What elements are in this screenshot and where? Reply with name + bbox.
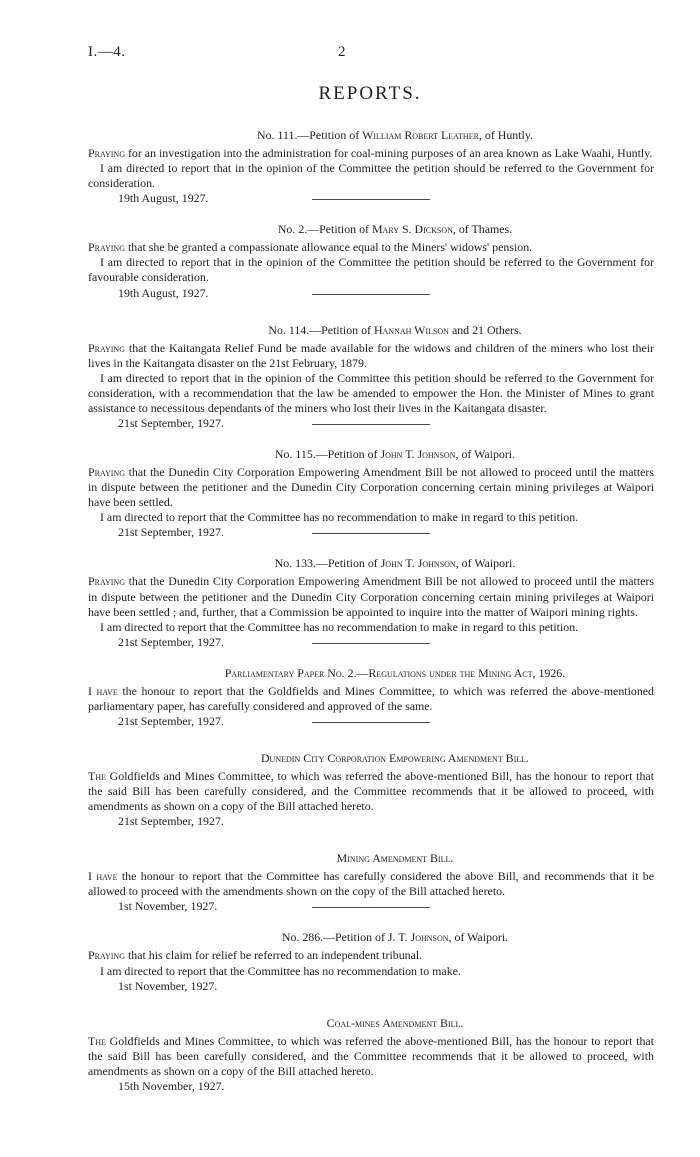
report-paragraph: [88, 1034, 654, 1079]
petitioner-name: J. T. Johnson: [387, 930, 449, 945]
prayer-text: that the Kaitangata Relief Fund be made available for the widows and children of the miners who lost their lives in the Kaitangata disaster on the 21st February, 1879.: [88, 340, 654, 370]
bill-title: Mining Amendment Bill.: [336, 851, 454, 866]
separator-rule: [312, 907, 430, 908]
report-entry: [88, 851, 654, 914]
bill-title: Coal-mines Amendment Bill.: [326, 1015, 464, 1030]
committee-report: I am directed to report that the Committee has no recommendation to make in regard to this petition.: [100, 510, 579, 525]
report-entry: [88, 447, 654, 540]
prayer-text: that his claim for relief be referred to an independent tribunal.: [125, 948, 423, 963]
heading-prefix: No. 114.—Petition of: [268, 322, 374, 337]
prayer-paragraph: [88, 146, 654, 161]
report-date: 1st November, 1927.: [118, 899, 218, 914]
report-date-line: [88, 191, 654, 206]
lead-word: Praying: [88, 240, 125, 255]
lead-word: Praying: [88, 948, 125, 963]
report-date-line: [88, 714, 654, 729]
page-number: 2: [338, 44, 346, 60]
entry-heading: [88, 222, 654, 237]
lead-word: I have: [88, 869, 118, 884]
prayer-text: that the Dunedin City Corporation Empowering Amendment Bill be not allowed to proceed until the matters in dispute between the petitioner and the Dunedin City Corporation concerning certain mining privileges at Waipori have been settled.: [88, 465, 654, 510]
prayer-paragraph: [88, 240, 654, 255]
prayer-paragraph: [88, 341, 654, 371]
heading-suffix: , of Waipori.: [448, 930, 509, 945]
separator-rule: [312, 424, 430, 425]
report-date-line: [88, 286, 654, 301]
report-paragraph: [88, 769, 654, 814]
document-reference: I.—4.: [88, 44, 126, 60]
committee-report: I am directed to report that the Committee has no recommendation to make in regard to this petition.: [100, 619, 579, 634]
separator-rule: [312, 533, 430, 534]
lead-word: Praying: [88, 465, 125, 480]
heading-suffix: , of Waipori.: [455, 556, 516, 571]
heading-suffix: , of Thames.: [452, 222, 513, 237]
entry-heading: [88, 930, 654, 945]
report-paragraph: [88, 684, 654, 714]
report-entry: [88, 666, 654, 729]
lead-word: Praying: [88, 574, 125, 589]
entry-heading: [88, 666, 654, 681]
petitioner-name: John T. Johnson: [380, 556, 456, 571]
heading-suffix: , of Huntly.: [478, 128, 533, 142]
separator-rule: [312, 199, 430, 200]
heading-prefix: No. 133.—Petition of: [274, 556, 381, 571]
report-date: 21st September, 1927.: [118, 416, 224, 431]
report-date: 21st September, 1927.: [118, 814, 224, 829]
heading-prefix: No. 111.—Petition of: [257, 128, 363, 142]
heading-suffix: and 21 Others.: [448, 322, 522, 337]
entry-heading: [88, 128, 654, 143]
petitioner-name: Mary S. Dickson: [371, 222, 453, 237]
lead-word: I have: [88, 683, 118, 698]
petitioner-name: John T. Johnson: [380, 447, 456, 462]
prayer-text: that the Dunedin City Corporation Empowering Amendment Bill be not allowed to proceed until the matters in dispute between the petitioner and the Dunedin City Corporation concerning certain mining privileges at Waipori have been settled ; and, further, that a Commission be appointed to inquire into the matter of Waipori mining rights.: [88, 574, 654, 619]
report-date: 21st September, 1927.: [118, 525, 224, 540]
prayer-paragraph: [88, 574, 654, 619]
report-entry: [88, 222, 654, 300]
report-date-line: [88, 525, 654, 540]
prayer-text: for an investigation into the administration for coal-mining purposes of an area known as Lake Waahi, Huntly.: [125, 146, 653, 160]
report-date: 1st November, 1927.: [118, 978, 218, 993]
committee-report: I am directed to report that the Committee has no recommendation to make.: [100, 963, 461, 978]
report-paragraph: [88, 869, 654, 899]
report-entry: [88, 128, 654, 206]
page-title: REPORTS.: [318, 83, 422, 104]
report-entry: [88, 930, 654, 993]
entry-heading: [88, 447, 654, 462]
entry-heading: [88, 323, 654, 338]
committee-report: I am directed to report that in the opinion of the Committee this petition should be referred to the Government for consideration, with a recommendation that the law be amended to empower the Hon. the Minister of Mines to grant assistance to necessitous dependants of the miners who lost their lives in the Kaitangata disaster.: [88, 370, 654, 415]
heading-prefix: No. 2.—Petition of: [277, 222, 372, 237]
report-entry: [88, 556, 654, 649]
lead-word: The: [88, 768, 106, 783]
petitioner-name: William Robert Leather: [362, 128, 479, 142]
report-entry: [88, 751, 654, 829]
heading-prefix: No. 286.—Petition of: [281, 930, 388, 945]
petitioner-name: Hannah Wilson: [373, 322, 449, 337]
report-date-line: [88, 899, 654, 914]
paper-title: Parliamentary Paper No. 2.—Regulations under the Mining Act, 1926.: [224, 665, 566, 680]
report-entry: [88, 1016, 654, 1094]
entry-heading: [88, 851, 654, 866]
report-text: the honour to report that the Goldfields and Mines Committee, to which was referred the above-mentioned parliamentary paper, has carefully considered and approved of the same.: [88, 683, 654, 713]
report-date: 19th August, 1927.: [118, 191, 209, 206]
entry-heading: [88, 751, 654, 766]
report-date-line: [88, 635, 654, 650]
prayer-paragraph: [88, 465, 654, 510]
entry-heading: [88, 1016, 654, 1031]
report-date-line: [88, 979, 654, 994]
separator-rule: [312, 722, 430, 723]
report-date: 19th August, 1927.: [118, 285, 209, 300]
report-entry: [88, 323, 654, 431]
separator-rule: [312, 294, 430, 295]
lead-word: Praying: [88, 146, 125, 160]
bill-title: Dunedin City Corporation Empowering Amendment Bill.: [260, 750, 530, 765]
report-text: Goldfields and Mines Committee, to which was referred the above-mentioned Bill, has the honour to report that the said Bill has been carefully considered, and the Committee recommends that it be allowed to proceed, with amendments as shown on a copy of the Bill attached hereto.: [88, 1033, 654, 1078]
heading-suffix: , of Waipori.: [455, 447, 516, 462]
entry-heading: [88, 556, 654, 571]
separator-rule: [312, 643, 430, 644]
lead-word: Praying: [88, 340, 125, 355]
reports-list: [88, 128, 654, 1094]
heading-prefix: No. 115.—Petition of: [274, 447, 381, 462]
lead-word: The: [88, 1033, 106, 1048]
report-date: 21st September, 1927.: [118, 634, 224, 649]
prayer-text: that she be granted a compassionate allowance equal to the Miners' widows' pension.: [125, 240, 533, 255]
report-date: 15th November, 1927.: [118, 1078, 225, 1093]
committee-report: I am directed to report that in the opinion of the Committee the petition should be referred to the Government for consideration.: [88, 161, 654, 191]
prayer-paragraph: [88, 948, 654, 963]
report-text: Goldfields and Mines Committee, to which was referred the above-mentioned Bill, has the honour to report that the said Bill has been carefully considered, and the Committee recommends that it be allowed to proceed, with amendments as shown on a copy of the Bill attached hereto.: [88, 768, 654, 814]
report-date-line: [88, 416, 654, 431]
committee-report: I am directed to report that in the opinion of the Committee the petition should be referred to the Government for favourable consideration.: [88, 255, 654, 285]
report-date-line: [88, 1079, 654, 1094]
report-text: the honour to report that the Committee has carefully considered the above Bill, and recommends that it be allowed to proceed with the amendments shown on the copy of the Bill attached hereto.: [88, 869, 654, 899]
report-date-line: [88, 814, 654, 829]
report-date: 21st September, 1927.: [118, 713, 224, 728]
